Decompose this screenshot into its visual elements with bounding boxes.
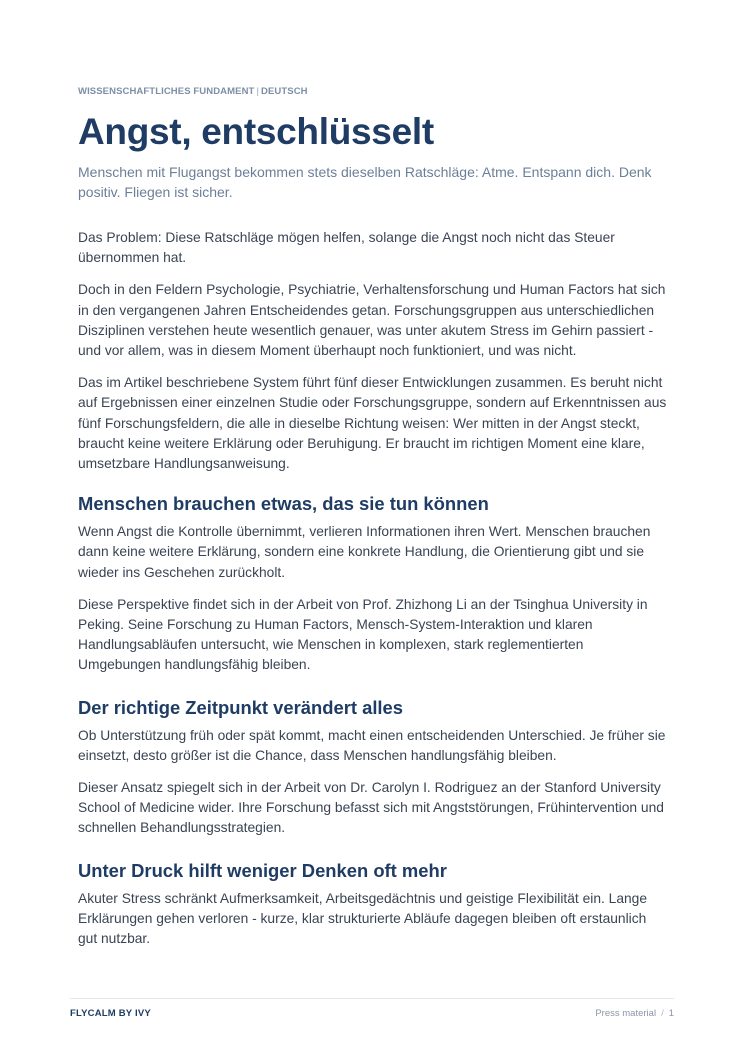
section-eyebrow: [78, 86, 308, 97]
page-title: Angst, entschlüsselt: [78, 111, 434, 152]
footer-page-info: [595, 1008, 674, 1019]
section-paragraph: Wenn Angst die Kontrolle übernimmt, verlieren Informationen ihren Wert. Menschen brauchen dann keine weitere Erklärung, sondern eine konkrete Handlung, die Orientierung gibt und sie wieder ins Geschehen zurückholt.: [78, 524, 651, 580]
language-label: DEUTSCH: [261, 86, 308, 97]
intro-paragraph: Doch in den Feldern Psychologie, Psychiatrie, Verhaltensforschung und Human Factors hat sich in den vergangenen Jahren Entscheidendes getan. Forschungsgruppen aus unterschiedlichen Disziplinen verstehen heute wesentlich genauer, was unter akutem Stress im Gehirn passiert - und vor allem, was in diesem Moment überhaupt noch funktioniert, und was nicht.: [78, 282, 666, 359]
article-body: [78, 228, 668, 961]
page-footer: [70, 998, 674, 1019]
section-heading: Der richtige Zeitpunkt verändert alles: [78, 696, 403, 718]
footer-label: Press material: [595, 1008, 657, 1019]
lead-paragraph: Menschen mit Flugangst bekommen stets dieselben Ratschläge: Atme. Entspann dich. Denk positiv. Fliegen ist sicher.: [78, 164, 652, 200]
section-paragraph: Akuter Stress schränkt Aufmerksamkeit, Arbeitsgedächtnis und geistige Flexibilität ein. Lange Erklärungen gehen verloren - kurze, klar strukturierte Abläufe dagegen bleiben oft erstaunlich gut nutzbar.: [78, 890, 648, 947]
section-paragraph: Dieser Ansatz spiegelt sich in der Arbeit von Dr. Carolyn I. Rodriguez an der Stanford University School of Medicine wider. Ihre Forschung befasst sich mit Angststörungen, Frühintervention und schnellen Behandlungsstrategien.: [78, 780, 664, 836]
footer-brand: FLYCALM BY IVY: [70, 1008, 151, 1019]
section-paragraph: Diese Perspektive findet sich in der Arbeit von Prof. Zhizhong Li an der Tsinghua University in Peking. Seine Forschung zu Human Factors, Mensch-System-Interaktion und klaren Handlungsabläufen untersucht, wie Menschen in komplexen, stark reglementierten Umgebungen handlungsfähig bleiben.: [78, 596, 648, 673]
intro-paragraph: Das Problem: Diese Ratschläge mögen helfen, solange die Angst noch nicht das Steuer übernommen hat.: [78, 230, 615, 266]
section-heading: Unter Druck hilft weniger Denken oft mehr: [78, 859, 447, 881]
footer-separator: /: [661, 1008, 664, 1019]
intro-paragraph: Das im Artikel beschriebene System führt fünf dieser Entwicklungen zusammen. Es beruht nicht auf Ergebnissen einer einzelnen Studie oder Forschungsgruppe, sondern auf Erkenntnissen aus fünf Forschungsfeldern, die alle in dieselbe Richtung weisen: Wer mitten in der Angst steckt, braucht keine weitere Erklärung oder Beruhigung. Er braucht im richtigen Moment eine klare, umsetzbare Handlungsanweisung.: [78, 375, 667, 472]
page-number: 1: [668, 1008, 674, 1019]
section-paragraph: Ob Unterstützung früh oder spät kommt, macht einen entscheidenden Unterschied. Je früher sie einsetzt, desto größer ist die Chance, dass Menschen handlungsfähig bleiben.: [78, 727, 666, 763]
eyebrow-separator: |: [256, 86, 260, 97]
section-heading: Menschen brauchen etwas, das sie tun können: [78, 493, 489, 515]
section-label: WISSENSCHAFTLICHES FUNDAMENT: [78, 86, 255, 97]
